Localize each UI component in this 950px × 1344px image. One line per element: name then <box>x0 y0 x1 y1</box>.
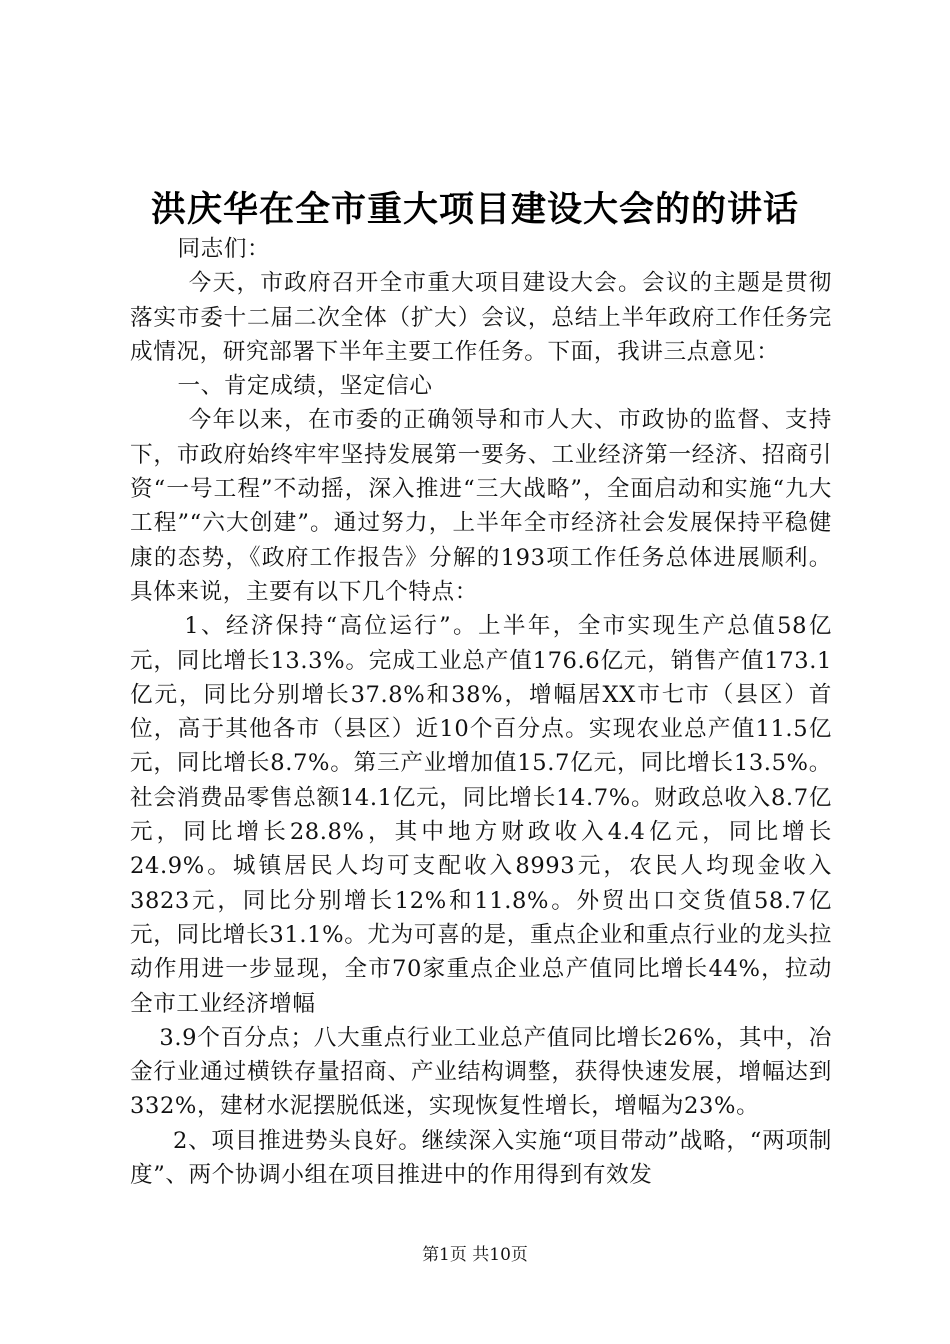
body-paragraph: 今年以来，在市委的正确领导和市人大、市政协的监督、支持下，市政府始终牢牢坚持发展第一要务、工业经济第一经济、招商引资“一号工程”不动摇，深入推进“三大战略”，全面启动和实施“九大工程”“六大创建”。通过努力，上半年全市经济社会发展保持平稳健康的态势，《政府工作报告》分解的193项工作任务总体进展顺利。具体来说，主要有以下几个特点： <box>130 407 832 605</box>
list-item-paragraph: 1、经济保持“高位运行”。上半年，全市实现生产总值58亿元，同比增长13.3%。完成工业总产值176.6亿元，销售产值173.1亿元，同比分别增长37.8%和38%，增幅居XX市七市（县区）首位，高于其他各市（县区）近10个百分点。实现农业总产值11.5亿元，同比增长8.7%。第三产业增加值15.7亿元，同比增长13.5%。社会消费品零售总额14.1亿元，同比增长14.7%。财政总收入8.7亿元，同比增长28.8%，其中地方财政收入4.4亿元，同比增长24.9%。城镇居民人均可支配收入8993元，农民人均现金收入3823元，同比分别增长12%和11.8%。外贸出口交货值58.7亿元，同比增长31.1%。尤为可喜的是，重点企业和重点行业的龙头拉动作用进一步显现，全市70家重点企业总产值同比增长44%，拉动全市工业经济增幅 <box>130 613 832 1017</box>
document-body <box>130 232 832 1192</box>
document-title: 洪庆华在全市重大项目建设大会的的讲话 <box>150 190 799 230</box>
list-item-paragraph: 2、项目推进势头良好。继续深入实施“项目带动”战略，“两项制度”、两个协调小组在项目推进中的作用得到有效发 <box>130 1127 832 1189</box>
salutation-paragraph: 同志们： <box>177 236 271 262</box>
intro-paragraph: 今天，市政府召开全市重大项目建设大会。会议的主题是贯彻落实市委十二届二次全体（扩大）会议，总结上半年政府工作任务完成情况，研究部署下半年主要工作任务。下面，我讲三点意见： <box>130 270 832 365</box>
continuation-paragraph: 3.9个百分点；八大重点行业工业总产值同比增长26%，其中，冶金行业通过横铁存量招商、产业结构调整，获得快速发展，增幅达到332%，建材水泥摆脱低迷，实现恢复性增长，增幅为23%。 <box>130 1024 832 1120</box>
section-heading: 一、肯定成绩，坚定信心 <box>177 373 433 400</box>
page-number-footer: 第1页 共10页 <box>422 1245 528 1265</box>
